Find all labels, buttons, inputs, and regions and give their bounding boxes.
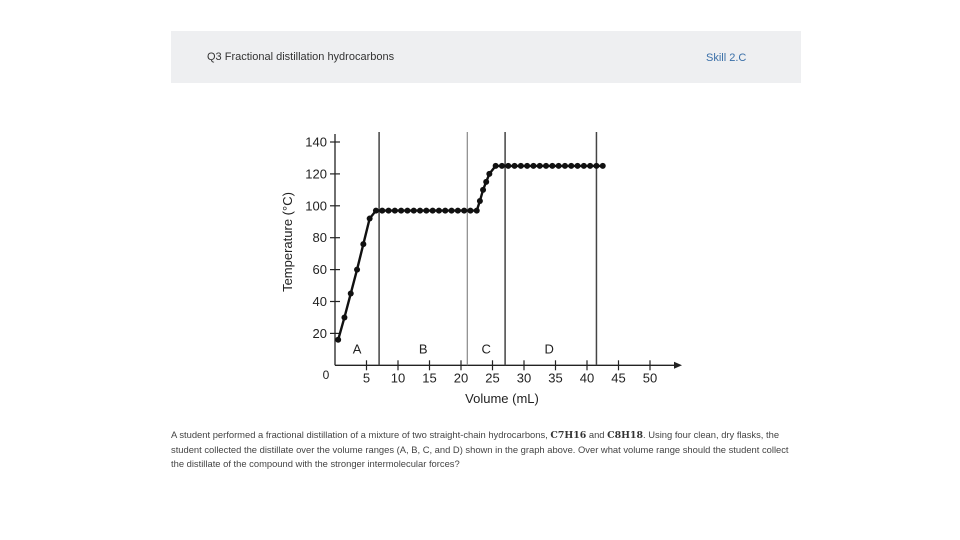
data-point [367, 216, 373, 222]
data-point [575, 163, 581, 169]
data-point [562, 163, 568, 169]
data-point [341, 314, 347, 320]
data-point [505, 163, 511, 169]
x-axis-arrow [674, 362, 682, 369]
x-tick-label: 40 [579, 370, 595, 386]
data-point [486, 171, 492, 177]
region-label-a: A [352, 341, 362, 357]
data-point [404, 208, 410, 214]
data-point [449, 208, 455, 214]
data-point [386, 208, 392, 214]
y-tick-label: 100 [305, 198, 327, 214]
y-tick-label: 140 [305, 134, 327, 150]
data-point [474, 208, 480, 214]
question-part2: . Using four clean, dry flasks, the student collected the distillate over the volume ranges (A, B, C, and D) shown in the graph above. Over what volume range should the student collect the distillate of the compound with the stronger intermolecular forces? [171, 429, 789, 469]
data-point [354, 267, 360, 273]
data-point [587, 163, 593, 169]
data-point [373, 208, 379, 214]
y-tick-label: 20 [312, 325, 327, 341]
data-point [417, 208, 423, 214]
data-point [524, 163, 530, 169]
data-point [480, 187, 486, 193]
data-point [430, 208, 436, 214]
data-point [442, 208, 448, 214]
x-tick-label: 20 [453, 370, 469, 386]
data-point [360, 241, 366, 247]
formula-heptane: C7H16 [550, 430, 587, 441]
data-point [543, 163, 549, 169]
skill-label: Skill 2.C [706, 52, 747, 64]
data-point [423, 208, 429, 214]
data-point [392, 208, 398, 214]
y-tick-label: 120 [305, 166, 327, 182]
data-point [467, 208, 473, 214]
data-point [335, 337, 341, 343]
region-label-c: C [481, 341, 491, 357]
y-tick-label: 80 [312, 230, 327, 246]
x-tick-label: 30 [516, 370, 532, 386]
data-point [568, 163, 574, 169]
data-point [379, 208, 385, 214]
x-tick-label: 10 [390, 370, 406, 386]
temperature-curve [338, 166, 603, 340]
x-tick-label: 5 [362, 370, 371, 386]
question-title: Q3 Fractional distillation hydrocarbons [207, 51, 395, 63]
data-point [477, 198, 483, 204]
question-text [171, 428, 801, 471]
x-tick-label: 25 [485, 370, 500, 386]
y-axis-label: Temperature (°C) [280, 192, 295, 292]
data-point [581, 163, 587, 169]
data-point [537, 163, 543, 169]
data-point [593, 163, 599, 169]
x-tick-label: 45 [611, 370, 626, 386]
x-tick-label: 50 [642, 370, 658, 386]
question-and: and [588, 429, 605, 440]
data-point [518, 163, 524, 169]
formula-octane: C8H18 [607, 430, 644, 441]
data-point [398, 208, 404, 214]
question-part1: A student performed a fractional distillation of a mixture of two straight-chain hydrocarbons, [171, 429, 548, 440]
data-point [411, 208, 417, 214]
data-point [549, 163, 555, 169]
data-point [455, 208, 461, 214]
x-tick-label: 35 [548, 370, 563, 386]
data-point [530, 163, 536, 169]
y-tick-label: 60 [312, 262, 327, 278]
data-point [436, 208, 442, 214]
data-point [512, 163, 518, 169]
data-point [556, 163, 562, 169]
data-point [600, 163, 606, 169]
origin-label: 0 [322, 368, 330, 382]
y-tick-label: 40 [312, 294, 327, 309]
region-label-b: B [418, 341, 428, 357]
data-point [499, 163, 505, 169]
x-axis-label: Volume (mL) [465, 391, 539, 406]
data-point [483, 179, 489, 185]
data-point [461, 208, 467, 214]
x-tick-label: 15 [422, 370, 437, 386]
data-point [493, 163, 499, 169]
data-point [348, 291, 354, 297]
region-label-d: D [544, 341, 554, 357]
